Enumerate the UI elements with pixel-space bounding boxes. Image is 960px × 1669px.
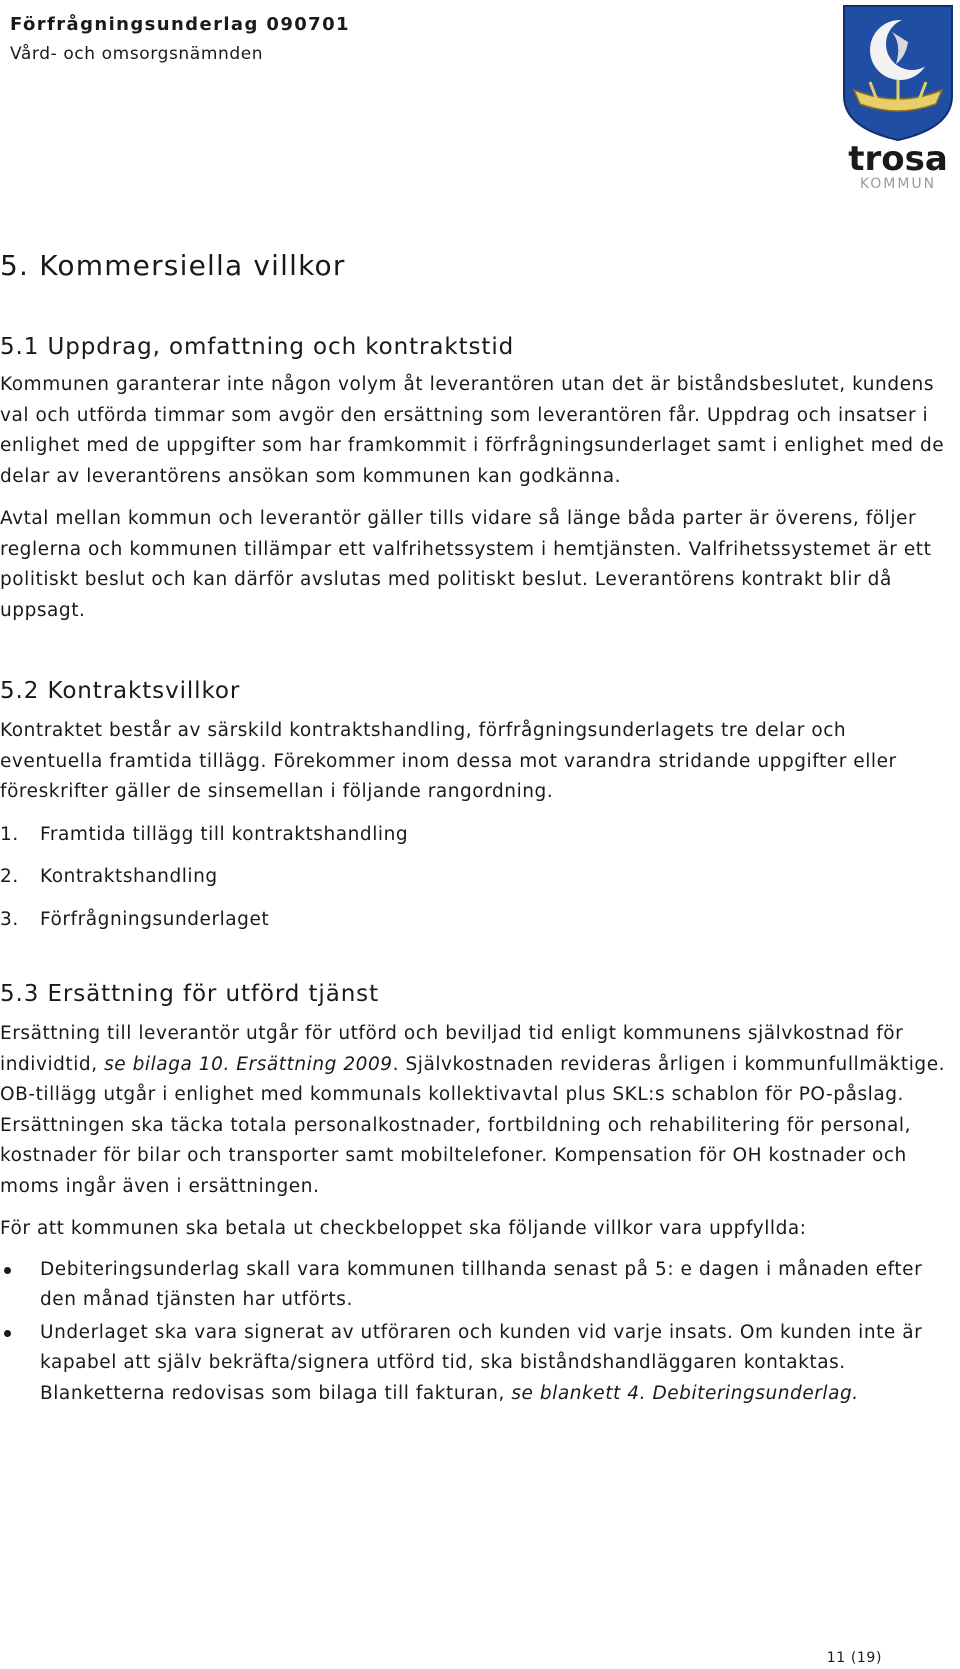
section-5-2-heading: 5.2 Kontraktsvillkor (0, 678, 241, 704)
conditions-list (0, 1255, 950, 1410)
list-number: 3. (0, 908, 19, 930)
reference-bilaga-10: se bilaga 10. Ersättning 2009 (104, 1053, 393, 1075)
bullet-icon (0, 1255, 40, 1316)
logo-wordmark: trosa (848, 139, 948, 179)
section-5-1-paragraph-2: Avtal mellan kommun och leverantör gäller tills vidare så länge båda parter är överens, följer reglerna och kommunen tillämpar ett valfrihetssystem i hemtjänsten. Valfrihetssystemet är ett politiskt beslut och kan därför avslutas med politiskt beslut. Leverantörens kontrakt blir då uppsagt. (0, 508, 932, 621)
section-5-3-heading: 5.3 Ersättning för utförd tjänst (0, 981, 379, 1007)
document-title: Förfrågningsunderlag 090701 (10, 14, 350, 35)
reference-blankett-4: se blankett 4. Debiteringsunderlag. (511, 1382, 859, 1404)
section-5-1-paragraph-1: Kommunen garanterar inte någon volym åt leverantören utan det är biståndsbeslutet, kundens val och utförda timmar som avgör den ersättning som leverantören får. Uppdrag och insatser i enlighet med de uppgifter som har framkommit i förfrågningsunderlaget samt i enlighet med de delar av leverantörens ansökan som kommunen kan godkänna. (0, 374, 945, 487)
section-5-3-paragraph-2: För att kommunen ska betala ut checkbeloppet ska följande villkor vara uppfyllda: (0, 1218, 807, 1239)
logo-subtext: KOMMUN (859, 176, 937, 192)
rank-order-list (0, 820, 950, 936)
document-header (10, 12, 350, 66)
section-5-1-heading: 5.1 Uppdrag, omfattning och kontraktstid (0, 334, 515, 360)
list-item (0, 1255, 950, 1316)
list-text: Förfrågningsunderlaget (40, 908, 270, 930)
list-item (0, 1318, 950, 1410)
list-text: Underlaget ska vara signerat av utföraren och kunden vid varje insats. Om kunden inte är kapabel att själv bekräfta/signera utförd tid, ska biståndshandläggaren kontaktas. Blanketterna redovisas som bilaga till fakturan, se blankett 4. Debiteringsunderlag. (40, 1321, 923, 1404)
list-number: 1. (0, 823, 19, 845)
list-item (0, 905, 950, 936)
document-subtitle: Vård- och omsorgsnämnden (10, 44, 264, 64)
list-item (0, 862, 950, 893)
trosa-kommun-logo (836, 4, 960, 196)
bullet-icon (0, 1318, 40, 1410)
section-5-3-paragraph-1: Ersättning till leverantör utgår för utförd och beviljad tid enligt kommunens självkostnad för individtid, se bilaga 10. Ersättning 2009. Självkostnaden revideras årligen i kommunfullmäktige. OB-tillägg utgår i enlighet med kommunals kollektivavtal plus SKL:s schablon för PO-påslag. Ersättningen ska täcka totala personalkostnader, fortbildning och rehabilitering för personal, kostnader för bilar och transporter samt mobiltelefoner. Kompensation för OH kostnader och moms ingår även i ersättningen. (0, 1023, 946, 1197)
list-text: Debiteringsunderlag skall vara kommunen tillhanda senast på 5: e dagen i månaden efter den månad tjänsten har utförts. (40, 1258, 923, 1310)
document-body (0, 248, 950, 1411)
page-number: 11 (19) (826, 1650, 882, 1666)
section-5-heading: 5. Kommersiella villkor (0, 249, 346, 282)
list-text: Framtida tillägg till kontraktshandling (40, 823, 409, 845)
list-number: 2. (0, 866, 19, 887)
list-item (0, 820, 950, 851)
list-text: Kontraktshandling (40, 866, 218, 887)
section-5-2-paragraph-1: Kontraktet består av särskild kontraktshandling, förfrågningsunderlagets tre delar och eventuella framtida tillägg. Förekommer inom dessa mot varandra stridande uppgifter eller föreskrifter gäller de sinsemellan i följande rangordning. (0, 720, 897, 802)
